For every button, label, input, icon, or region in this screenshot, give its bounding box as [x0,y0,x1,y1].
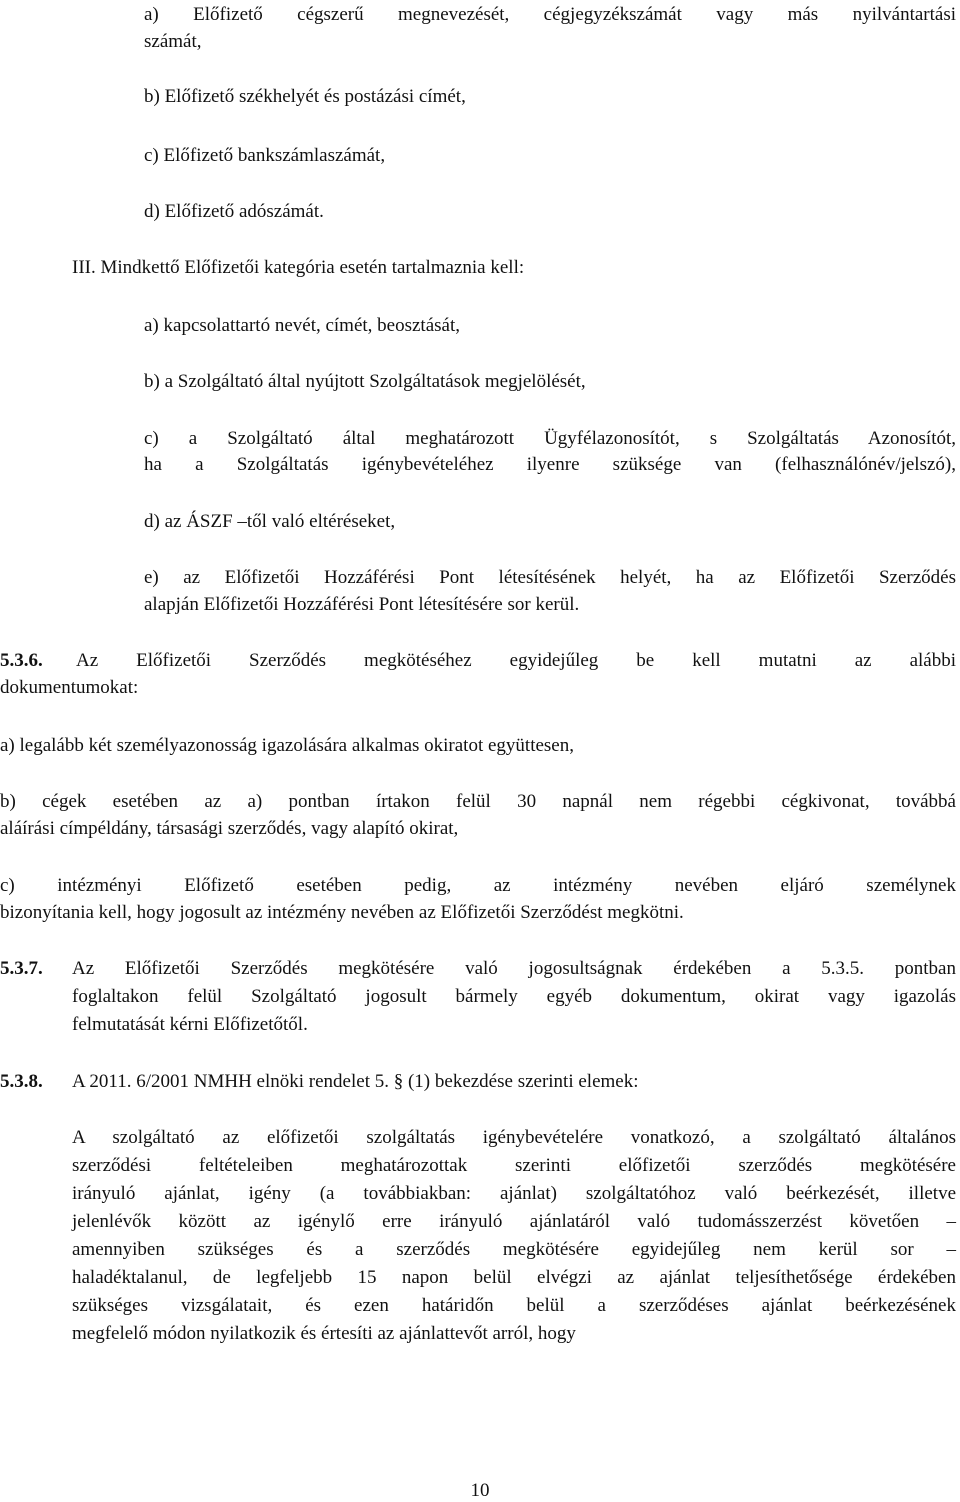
section-536-text-line2: dokumentumokat: [0,677,139,698]
section-538-para-line2: szerződési feltételeiben meghatározottak szerinti előfizetői szerződés megkötésére [72,1155,956,1176]
section-number-536: 5.3.6. [0,650,43,671]
section-iii-item-c-line1: c) a Szolgáltató által meghatározott Ügyfélazonosítót, s Szolgáltatás Azonosítót, [144,428,956,449]
section-number-538: 5.3.8. [0,1071,43,1092]
prev-item-b: b) Előfizető székhelyét és postázási címét, [144,86,466,107]
section-iii-item-d: d) az ÁSZF –től való eltéréseket, [144,511,396,532]
section-537-text-line1: Az Előfizetői Szerződés megkötésére való jogosultságnak érdekében a 5.3.5. pontban [72,958,956,979]
section-537-text-line3: felmutatását kérni Előfizetőtől. [72,1014,308,1035]
section-538-text: A 2011. 6/2001 NMHH elnöki rendelet 5. § (1) bekezdése szerinti elemek: [72,1071,639,1092]
section-538-para-line4: jelenlévők között az igénylő erre irányuló ajánlatáról való tudomásszerzést követően – [72,1211,956,1232]
section-536-item-c-line2: bizonyítania kell, hogy jogosult az intézmény nevében az Előfizetői Szerződést megkötni. [0,902,684,923]
section-iii-heading: III. Mindkettő Előfizetői kategória esetén tartalmaznia kell: [72,257,525,278]
section-iii-item-e-line2: alapján Előfizetői Hozzáférési Pont létesítésére sor kerül. [144,594,580,615]
section-536-text-line1: Az Előfizetői Szerződés megkötéséhez egyidejűleg be kell mutatni az alábbi [76,650,956,671]
section-536-item-c-line1: c) intézményi Előfizető esetében pedig, az intézmény nevében eljáró személynek [0,875,956,896]
section-iii-item-c-line2: ha a Szolgáltatás igénybevételéhez ilyenre szüksége van (felhasználónév/jelszó), [144,454,956,475]
section-538-para-line6: haladéktalanul, de legfeljebb 15 napon belül elvégzi az ajánlat teljesíthetősége érdekében [72,1267,956,1288]
section-538-para-line7: szükséges vizsgálatait, és ezen határidőn belül a szerződéses ajánlat beérkezésének [72,1295,956,1316]
prev-item-a-line1: a) Előfizető cégszerű megnevezését, cégjegyzékszámát vagy más nyilvántartási [144,4,956,25]
prev-item-a-line2: számát, [144,31,202,52]
section-iii-item-e-line1: e) az Előfizetői Hozzáférési Pont létesítésének helyét, ha az Előfizetői Szerződés [144,567,956,588]
section-536-item-b-line1: b) cégek esetében az a) pontban írtakon felül 30 napnál nem régebbi cégkivonat, továbbá [0,791,956,812]
section-number-537: 5.3.7. [0,958,43,979]
section-537-text-line2: foglaltakon felül Szolgáltató jogosult bármely egyéb dokumentum, okirat vagy igazolás [72,986,956,1007]
prev-item-c: c) Előfizető bankszámlaszámát, [144,145,386,166]
section-536-item-a: a) legalább két személyazonosság igazolására alkalmas okiratot együttesen, [0,735,574,756]
section-538-para-line5: amennyiben szükséges és a szerződés megkötésére egyidejűleg nem kerül sor – [72,1239,956,1260]
section-536-item-b-line2: aláírási címpéldány, társasági szerződés, vagy alapító okirat, [0,818,459,839]
page-number: 10 [470,1480,490,1501]
prev-item-d: d) Előfizető adószámát. [144,201,324,222]
section-iii-item-a: a) kapcsolattartó nevét, címét, beosztását, [144,315,461,336]
section-iii-item-b: b) a Szolgáltató által nyújtott Szolgáltatások megjelölését, [144,371,586,392]
section-538-para-line8: megfelelő módon nyilatkozik és értesíti az ajánlattevőt arról, hogy [72,1323,576,1344]
section-538-para-line1: A szolgáltató az előfizetői szolgáltatás igénybevételére vonatkozó, a szolgáltató általános [72,1127,956,1148]
section-538-para-line3: irányuló ajánlat, igény (a továbbiakban: ajánlat) szolgáltatóhoz való beérkezését, illetve [72,1183,956,1204]
